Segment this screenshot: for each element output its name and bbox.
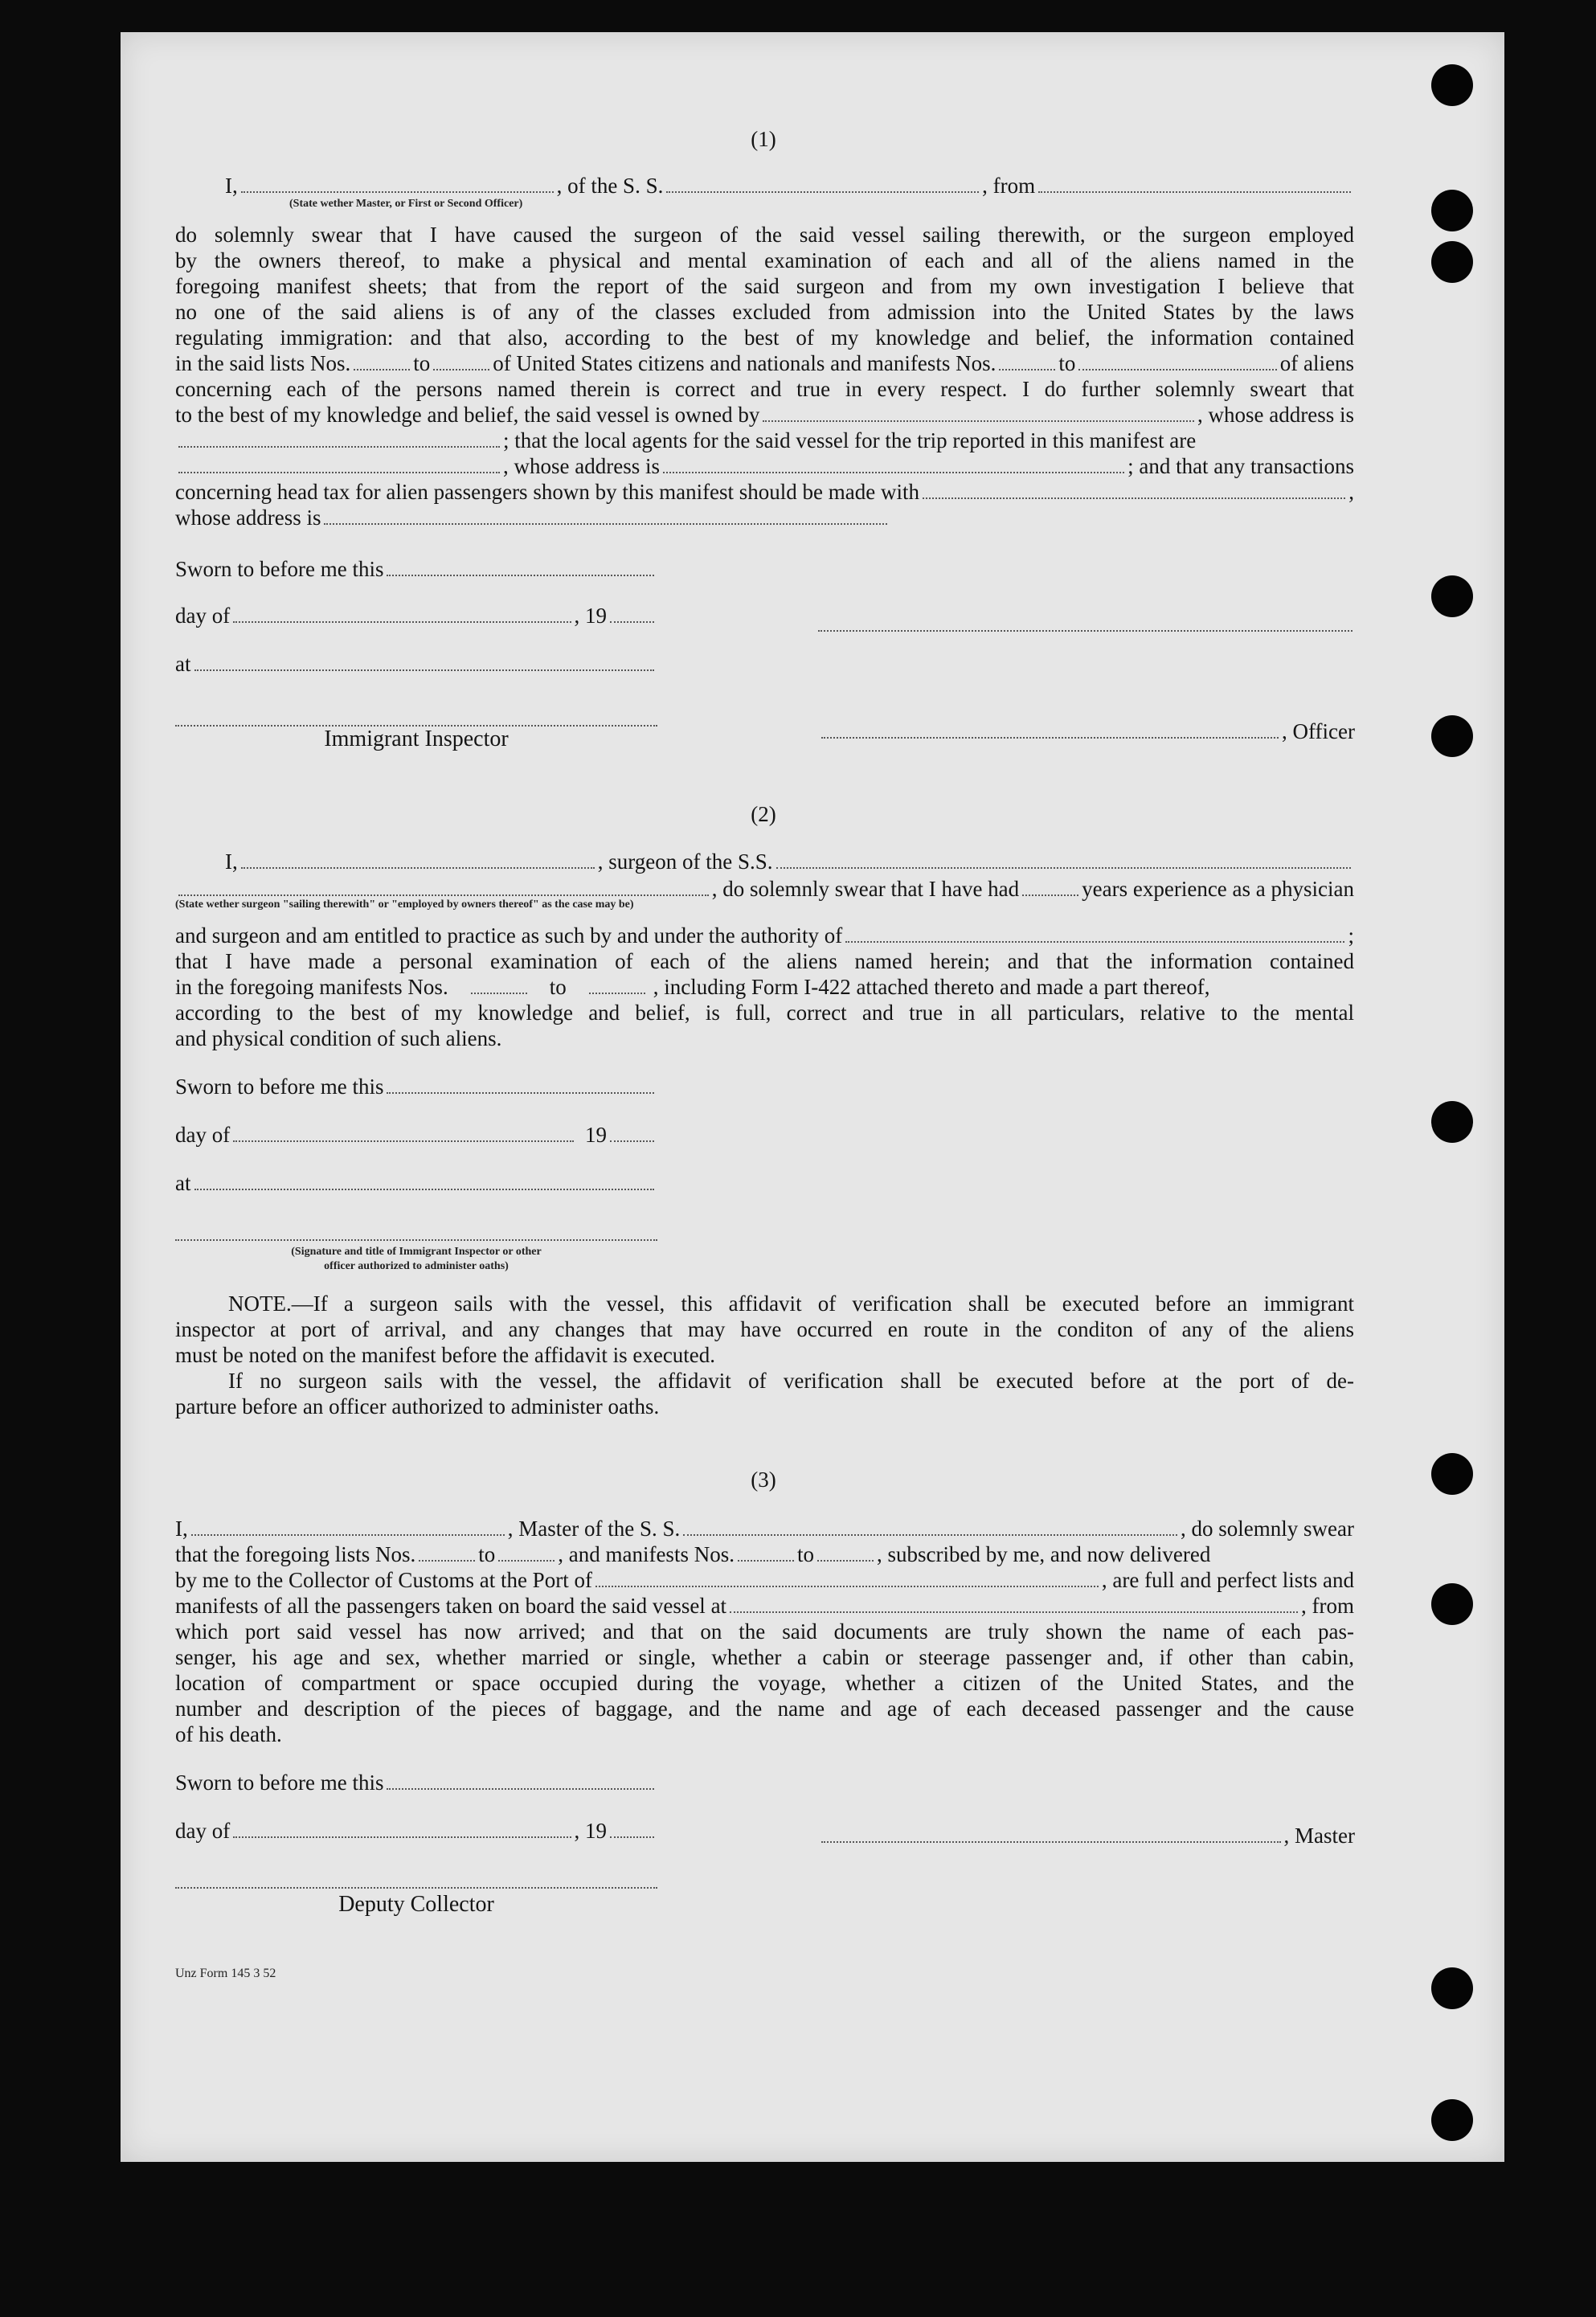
s1-place-field[interactable]: [194, 652, 655, 671]
surgeon-status-note: (State wether surgeon "sailing therewith" or "employed by owners thereof" as the case may be): [175, 899, 634, 911]
s1-line-12: whose address is: [175, 505, 890, 530]
master-signature-field[interactable]: [821, 1824, 1281, 1843]
s3-line-3: by me to the Collector of Customs at the Port of , are full and perfect lists and: [175, 1568, 1354, 1592]
s3-line-4: manifests of all the passengers taken on board the said vessel at , from: [175, 1594, 1354, 1618]
s1-line-1: I, , of the S. S. , from: [175, 173, 1354, 199]
s1-at-line: at: [175, 651, 657, 677]
s1-year-field[interactable]: [610, 604, 654, 623]
owner-address-field[interactable]: [178, 428, 500, 448]
collector-port-field[interactable]: [595, 1568, 1099, 1587]
s1-para-5: regulating immigration: and that also, according to the best of my knowledge and belief, the information contained: [175, 325, 1354, 350]
s1-line-9: ; that the local agents for the said vessel for the trip reported in this manifest are: [175, 428, 1354, 453]
s2-sworn-line: Sworn to before me this: [175, 1074, 657, 1099]
s2-signature-caption-1: (Signature and title of Immigrant Inspector or other: [291, 1246, 542, 1258]
vessel-owner-field[interactable]: [763, 403, 1194, 422]
master-name-field[interactable]: [191, 1517, 505, 1536]
s3-dayof-line: day of , 19: [175, 1818, 657, 1844]
punch-hole: [1431, 64, 1473, 106]
s1-para-3: foregoing manifest sheets; that from the report of the said surgeon and from my own investigation I believe that: [175, 274, 1354, 298]
s2-vessel-name-field[interactable]: [776, 849, 1351, 869]
s2-sworn-date-field[interactable]: [387, 1075, 654, 1094]
punch-hole: [1431, 575, 1473, 617]
s1-officer-signature-line-1[interactable]: [818, 628, 1353, 632]
s2-para-7: and physical condition of such aliens.: [175, 1026, 502, 1050]
s2-line-3: and surgeon and am entitled to practice as such by and under the authority of ;: [175, 923, 1354, 948]
s3-sworn-line: Sworn to before me this: [175, 1770, 657, 1795]
s3-deputy-signature-line[interactable]: [175, 1885, 657, 1889]
s3-para-6: senger, his age and sex, whether married or single, whether a cabin or steerage passenger and, if other than cabin,: [175, 1645, 1354, 1669]
s3-para-7: location of compartment or space occupied during the voyage, whether a citizen of the United States, and the: [175, 1671, 1354, 1695]
surgeon-name-field[interactable]: [241, 849, 595, 869]
s1-month-field[interactable]: [233, 604, 571, 623]
punch-hole: [1431, 715, 1473, 757]
s1-para-1: do solemnly swear that I have caused the surgeon of the said vessel sailing therewith, or the surgeon employed: [175, 223, 1354, 247]
s3-line-2: that the foregoing lists Nos. to , and manifests Nos. to , subscribed by me, and now delivered: [175, 1542, 1211, 1566]
head-tax-contact-field[interactable]: [923, 480, 1345, 499]
s1-para-4: no one of the said aliens is of any of the classes excluded from admission into the United States by the laws: [175, 300, 1354, 324]
s3-master-line: , Master: [818, 1823, 1355, 1848]
citizen-lists-to-field[interactable]: [433, 351, 489, 370]
alien-manifests-from-field[interactable]: [999, 351, 1055, 370]
section-1-number: (1): [751, 127, 776, 151]
punch-hole: [1431, 1453, 1473, 1495]
s3-line-1: I, , Master of the S. S. , do solemnly swear: [175, 1517, 1354, 1541]
officer-rank-field[interactable]: [241, 174, 554, 193]
s3-lists-from-field[interactable]: [419, 1542, 475, 1562]
s3-para-5: which port said vessel has now arrived; and that on the said documents are truly shown the name of each pas-: [175, 1619, 1354, 1644]
surgeon-status-field[interactable]: [178, 877, 709, 896]
note-line-2: inspector at port of arrival, and any changes that may have occurred en route in the conditon of any of the aliens: [175, 1317, 1354, 1341]
s1-sworn-date-field[interactable]: [387, 557, 654, 576]
s2-para-6: according to the best of my knowledge and belief, is full, correct and true in all particulars, relative to the mental: [175, 1001, 1354, 1025]
s1-line-10: , whose address is ; and that any transactions: [175, 453, 1354, 479]
s3-para-9: of his death.: [175, 1722, 282, 1746]
s1-line-11: concerning head tax for alien passengers shown by this manifest should be made with ,: [175, 480, 1354, 504]
s1-para-7: concerning each of the persons named therein is correct and true in every respect. I do further solemnly sweart that: [175, 377, 1354, 401]
citizen-lists-from-field[interactable]: [354, 351, 410, 370]
punch-hole: [1431, 190, 1473, 231]
s3-year-field[interactable]: [610, 1819, 654, 1838]
s1-line-8: to the best of my knowledge and belief, the said vessel is owned by , whose address is: [175, 403, 1354, 427]
form-number: Unz Form 145 3 52: [175, 1967, 276, 1980]
embarkation-port-field[interactable]: [730, 1594, 1298, 1613]
note-line-1: NOTE.—If a surgeon sails with the vessel, this affidavit of verification shall be executed before an immigrant: [228, 1292, 1354, 1316]
s2-para-4: that I have made a personal examination of each of the aliens named herein; and that the information contained: [175, 949, 1354, 973]
s1-officer-line: , Officer: [818, 718, 1355, 744]
s2-signature-caption-2: officer authorized to administer oaths): [324, 1260, 509, 1272]
agents-address-field[interactable]: [663, 454, 1124, 473]
punch-hole: [1431, 1583, 1473, 1625]
section-2-number: (2): [751, 802, 776, 826]
alien-manifests-to-field[interactable]: [1078, 351, 1276, 370]
s2-line-2: , do solemnly swear that I have had years experience as a physician: [175, 876, 1354, 902]
s2-line-5: in the foregoing manifests Nos. to , including Form I-422 attached thereto and made a part thereof,: [175, 975, 1210, 999]
s3-para-8: number and description of the pieces of baggage, and the name and age of each deceased passenger and the cause: [175, 1697, 1354, 1721]
head-tax-address-field[interactable]: [324, 506, 887, 525]
departure-port-field[interactable]: [1038, 174, 1351, 193]
s1-sworn-line: Sworn to before me this: [175, 556, 657, 582]
s2-dayof-line: day of 19: [175, 1122, 657, 1148]
punch-hole: [1431, 1967, 1473, 2009]
punch-hole: [1431, 241, 1473, 283]
punch-hole: [1431, 1101, 1473, 1143]
s2-signature-line[interactable]: [175, 1238, 657, 1241]
section-3-number: (3): [751, 1468, 776, 1492]
vessel-name-field[interactable]: [666, 174, 979, 193]
s3-month-field[interactable]: [233, 1819, 571, 1838]
s2-line-1: I, , surgeon of the S.S.: [175, 849, 1354, 874]
local-agents-field[interactable]: [178, 454, 500, 473]
s3-vessel-name-field[interactable]: [683, 1517, 1177, 1536]
immigrant-inspector-label: Immigrant Inspector: [324, 727, 509, 751]
note-line-5: parture before an officer authorized to administer oaths.: [175, 1394, 660, 1418]
s2-manifests-from-field[interactable]: [471, 975, 527, 994]
note-line-4: If no surgeon sails with the vessel, the affidavit of verification shall be executed before at the port of de-: [228, 1369, 1354, 1393]
s2-year-field[interactable]: [610, 1123, 654, 1142]
punch-hole: [1431, 2099, 1473, 2141]
practice-authority-field[interactable]: [845, 923, 1344, 943]
officer-rank-note: (State wether Master, or First or Second Officer): [289, 198, 523, 210]
deputy-collector-label: Deputy Collector: [338, 1892, 494, 1917]
s1-para-2: by the owners thereof, to make a physical and mental examination of each and all of the aliens named in the: [175, 248, 1354, 272]
s3-manifests-from-field[interactable]: [738, 1542, 794, 1562]
s2-month-field[interactable]: [233, 1123, 574, 1142]
s3-sworn-date-field[interactable]: [387, 1770, 654, 1790]
note-line-3: must be noted on the manifest before the affidavit is executed.: [175, 1343, 716, 1367]
years-experience-field[interactable]: [1022, 877, 1078, 896]
s3-lists-to-field[interactable]: [498, 1542, 555, 1562]
s2-at-line: at: [175, 1170, 657, 1196]
s3-manifests-to-field[interactable]: [817, 1542, 874, 1562]
s1-officer-signature-field[interactable]: [821, 719, 1279, 739]
s2-manifests-to-field[interactable]: [589, 975, 645, 994]
s1-dayof-line: day of , 19: [175, 603, 657, 628]
s1-line-6: in the said lists Nos. to of United States citizens and nationals and manifests Nos. to of aliens: [175, 351, 1354, 375]
s2-place-field[interactable]: [194, 1171, 655, 1190]
